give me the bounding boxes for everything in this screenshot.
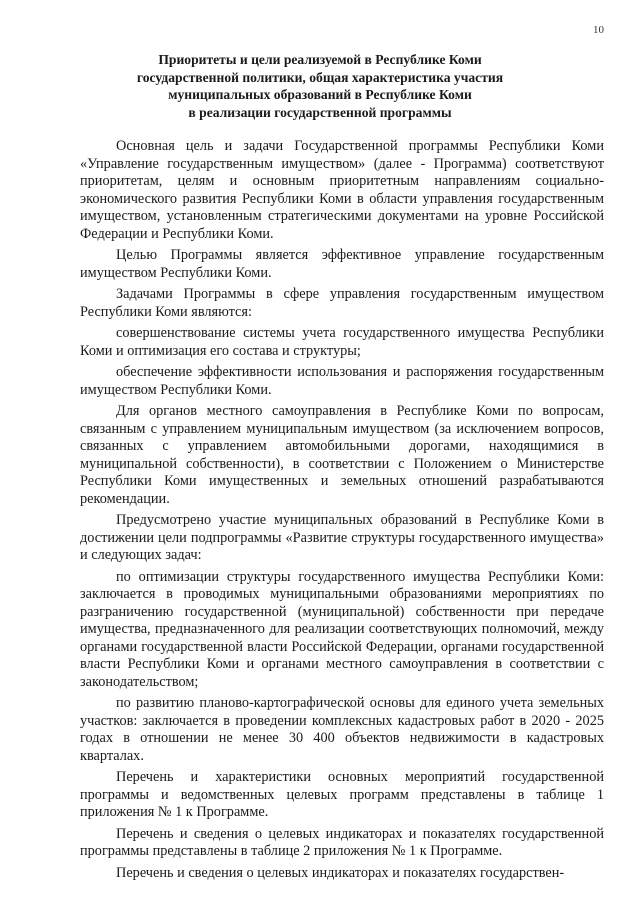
document-body <box>80 138 604 886</box>
paragraph: Предусмотрено участие муниципальных образований в Республике Коми в достижении цели подпрограммы «Развитие структуры государственного имущества» и следующих задач: <box>80 512 604 563</box>
paragraph: Задачами Программы в сфере управления государственным имуществом Республики Коми являются: <box>80 286 604 320</box>
paragraph: Целью Программы является эффективное управление государственным имуществом Республики Коми. <box>80 247 604 281</box>
paragraph: по развитию планово-картографической основы для единого учета земельных участков: заключается в проведении комплексных кадастровых работ в 2020 - 2025 годах в отношении не менее 30 400 объектов недвижимости в кадастровых кварталах. <box>80 695 604 764</box>
heading-line: в реализации государственной программы <box>188 104 452 120</box>
section-heading <box>0 51 640 121</box>
paragraph: Основная цель и задачи Государственной программы Республики Коми «Управление государственным имуществом» (далее - Программа) соответствуют приоритетам, целям и основным приоритетным направлениям социально-экономического развития Республики Коми в области управления государственным имуществом, установленным стратегическими документами на уровне Российской Федерации и Республики Коми. <box>80 138 604 242</box>
page-number: 10 <box>593 24 604 36</box>
paragraph: Перечень и характеристики основных мероприятий государственной программы и ведомственных целевых программ представлены в таблице 1 приложения № 1 к Программе. <box>80 769 604 820</box>
paragraph: обеспечение эффективности использования и распоряжения государственным имуществом Республики Коми. <box>80 364 604 398</box>
paragraph: Для органов местного самоуправления в Республике Коми по вопросам, связанным с управлением муниципальным имуществом (за исключением вопросов, связанных с управлением автомобильными дорогами, находящимися в муниципальной собственности), в соответствии с Положением о Министерстве Республики Коми имущественных и земельных отношений разрабатываются рекомендации. <box>80 403 604 507</box>
heading-line: муниципальных образований в Республике Коми <box>168 87 472 102</box>
heading-line: Приоритеты и цели реализуемой в Республике Коми <box>158 52 482 67</box>
paragraph: совершенствование системы учета государственного имущества Республики Коми и оптимизация его состава и структуры; <box>80 325 604 359</box>
paragraph: Перечень и сведения о целевых индикаторах и показателях государствен- <box>116 864 565 881</box>
heading-line: государственной политики, общая характеристика участия <box>136 69 504 85</box>
paragraph: Перечень и сведения о целевых индикаторах и показателях государственной программы представлены в таблице 2 приложения № 1 к Программе. <box>80 825 604 859</box>
paragraph: по оптимизации структуры государственного имущества Республики Коми: заключается в проводимых муниципальными образованиями мероприятиях по разграничению государственной (муниципальной) собственности при передаче имущества, предназначенного для реализации соответствующих полномочий, между органами государственной власти Российской Федерации, органами государственной власти Республики Коми и органами местного самоуправления в соответствии с законодательством; <box>80 568 604 690</box>
